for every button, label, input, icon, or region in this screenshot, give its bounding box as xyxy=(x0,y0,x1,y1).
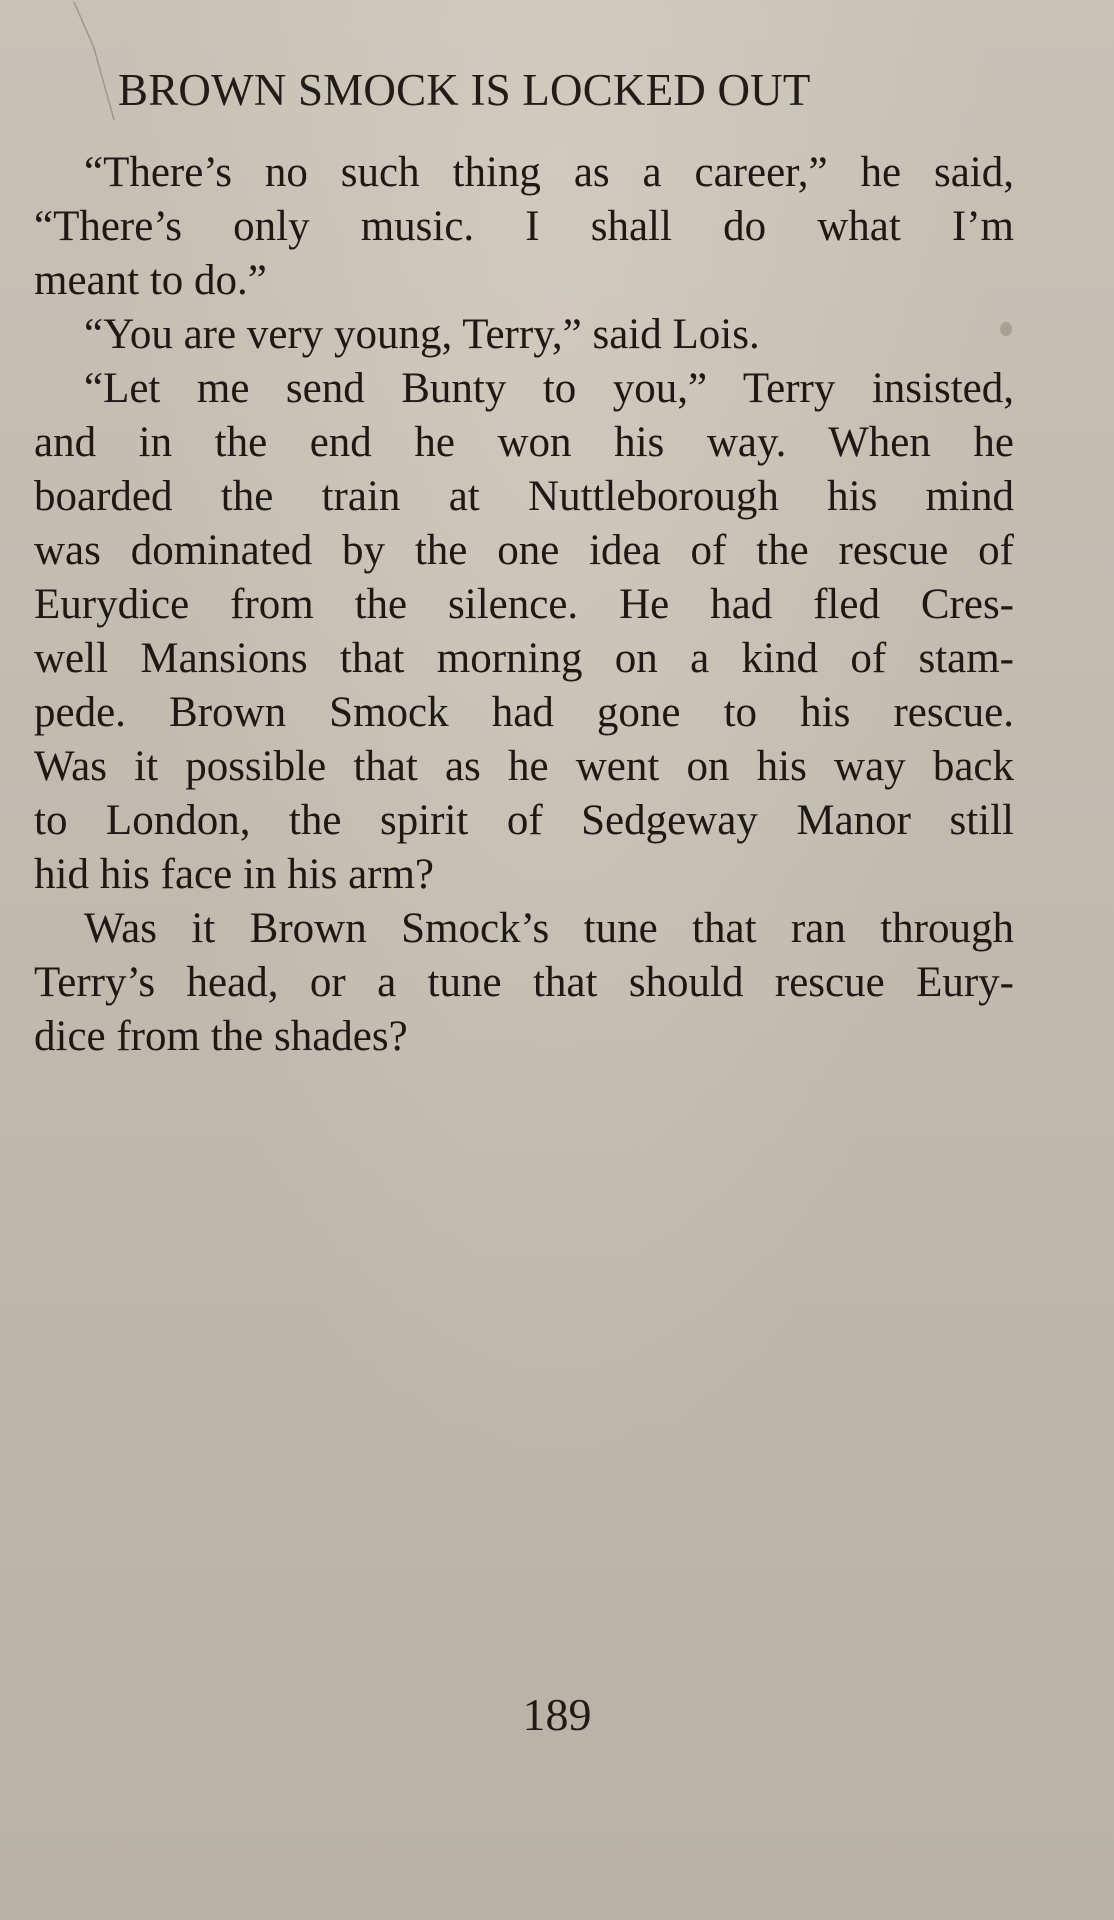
text-line: meant to do.” xyxy=(34,257,267,304)
paragraph xyxy=(34,362,1014,902)
text-line: “You are very young, Terry,” said Lois. xyxy=(84,311,760,358)
text-line: dice from the shades? xyxy=(34,1013,408,1060)
text-line: boarded the train at Nuttleborough his mind xyxy=(34,473,1014,520)
text-line: “Let me send Bunty to you,” Terry insisted, xyxy=(84,365,1014,412)
text-line: and in the end he won his way. When he xyxy=(34,419,1014,466)
paragraph xyxy=(34,308,1014,362)
text-line: hid his face in his arm? xyxy=(34,851,435,898)
text-line: was dominated by the one idea of the rescue of xyxy=(34,527,1014,574)
text-line: well Mansions that morning on a kind of stam- xyxy=(34,635,1014,682)
text-line: Was it possible that as he went on his way back xyxy=(34,743,1014,790)
body-text xyxy=(34,146,1014,1064)
text-line: “There’s no such thing as a career,” he said, xyxy=(84,149,1014,196)
paragraph xyxy=(34,146,1014,308)
text-line: to London, the spirit of Sedgeway Manor still xyxy=(34,797,1014,844)
text-line: Was it Brown Smock’s tune that ran through xyxy=(84,905,1014,952)
running-head: BROWN SMOCK IS LOCKED OUT xyxy=(118,65,811,115)
text-line: Terry’s head, or a tune that should rescue Eury- xyxy=(34,959,1014,1006)
paragraph xyxy=(34,902,1014,1064)
text-line: Eurydice from the silence. He had fled Cres- xyxy=(34,581,1014,628)
text-line: pede. Brown Smock had gone to his rescue. xyxy=(34,689,1014,736)
text-line: “There’s only music. I shall do what I’m xyxy=(34,203,1014,250)
page-number: 189 xyxy=(522,1689,592,1740)
